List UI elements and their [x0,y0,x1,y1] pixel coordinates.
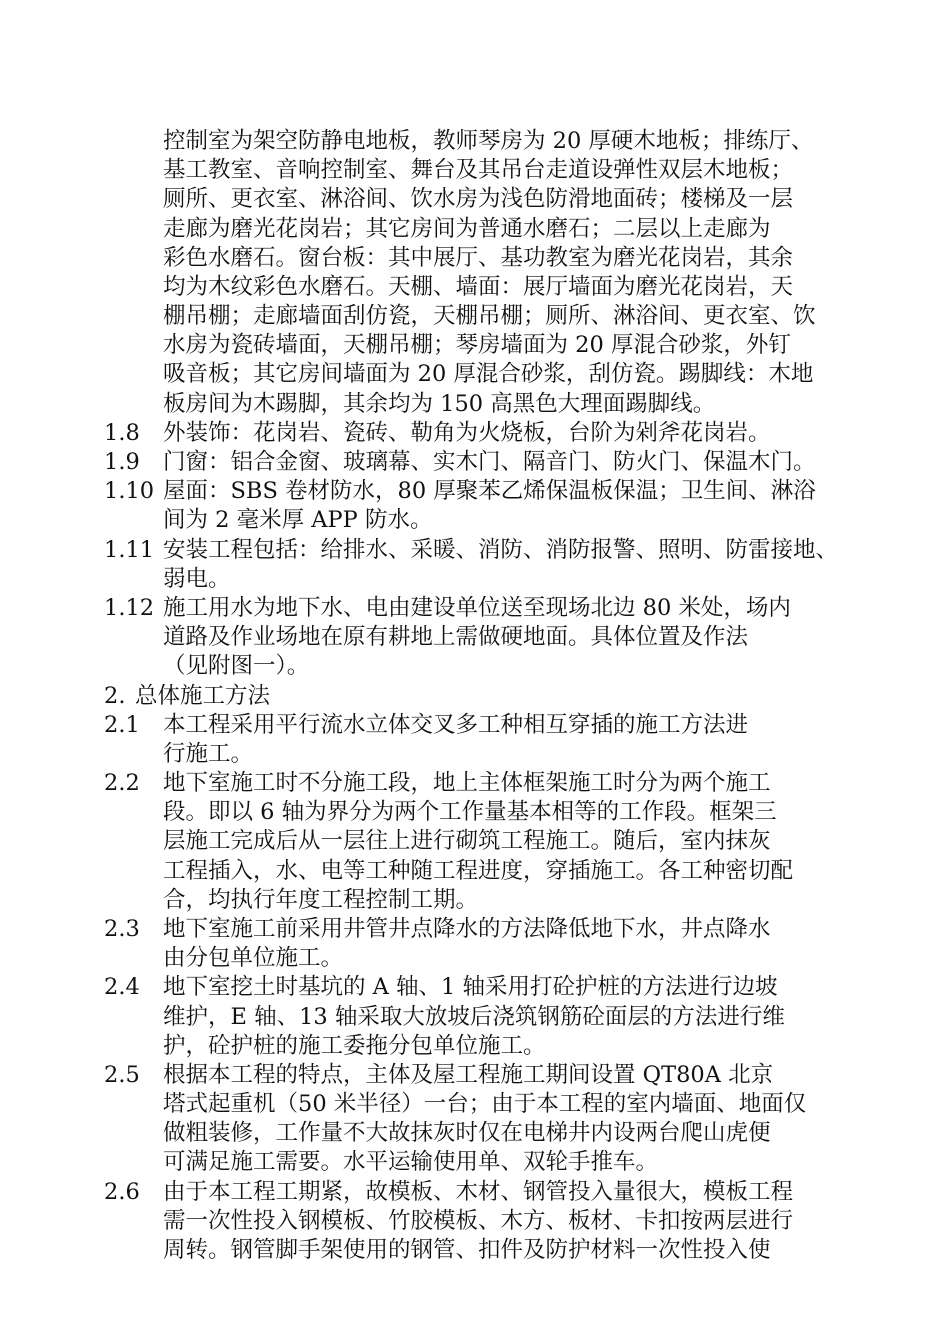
item-text: 需一次性投入钢模板、竹胶模板、木方、板材、卡扣按两层进行 [163,1207,794,1234]
item-text: 本工程采用平行流水立体交叉多工种相互穿插的施工方法进 [163,711,749,738]
item-text: 厕所、更衣室、淋浴间、饮水房为浅色防滑地面砖；楼梯及一层 [163,186,794,213]
item-text: 段。即以 6 轴为界分为两个工作量基本相等的工作段。框架三 [163,799,777,826]
item-text: 门窗：铝合金窗、玻璃幕、实木门、隔音门、防火门、保温木门。 [163,449,816,476]
item-text: 地下室施工前采用井管井点降水的方法降低地下水，井点降水 [163,915,771,942]
item-text: 屋面：SBS 卷材防水，80 厚聚苯乙烯保温板保温；卫生间、淋浴 [163,478,816,505]
item-text: 合，均执行年度工程控制工期。 [163,886,479,913]
item-text: 控制室为架空防静电地板，教师琴房为 20 厚硬木地板；排练厅、 [163,128,814,154]
item-text: 层施工完成后从一层往上进行砌筑工程施工。随后，室内抹灰 [163,828,771,855]
item-text: 走廊为磨光花岗岩；其它房间为普通水磨石；二层以上走廊为 [163,215,771,242]
item-number: 2.1 [104,711,140,738]
section-title: 总体施工方法 [135,682,271,709]
item-text: 弱电。 [163,565,231,592]
item-text: 安装工程包括：给排水、采暖、消防、消防报警、照明、防雷接地、 [163,536,839,563]
item-text: 棚吊棚；走廊墙面刮仿瓷，天棚吊棚；厕所、淋浴间、更衣室、饮 [163,303,816,330]
item-number: 2.2 [104,770,140,797]
item-number: 2.3 [104,915,140,942]
item-text: 工程插入，水、电等工种随工程进度，穿插施工。各工种密切配 [163,857,794,884]
item-number: 2.6 [104,1178,140,1205]
item-text: 根据本工程的特点，主体及屋工程施工期间设置 QT80A 北京 [163,1061,774,1088]
item-number: 1.10 [104,478,155,505]
item-text: 外装饰：花岗岩、瓷砖、勒角为火烧板，台阶为剁斧花岗岩。 [163,419,771,446]
item-text: 施工用水为地下水、电由建设单位送至现场北边 80 米处，场内 [163,594,791,621]
item-number: 2.5 [104,1061,140,1088]
item-text: 道路及作业场地在原有耕地上需做硬地面。具体位置及作法 [163,624,749,651]
item-number: 1.9 [104,449,140,476]
item-number: 1.8 [104,419,140,446]
item-text: 可满足施工需要。水平运输使用单、双轮手推车。 [163,1149,659,1176]
item-text: 塔式起重机（50 米半径）一台；由于本工程的室内墙面、地面仅 [163,1091,807,1118]
item-text: 由于本工程工期紧，故模板、木材、钢管投入量很大，模板工程 [163,1178,794,1205]
item-text: 行施工。 [163,740,254,767]
item-text: 护，砼护桩的施工委拖分包单位施工。 [163,1032,546,1059]
item-text: 地下室挖土时基坑的 A 轴、1 轴采用打砼护桩的方法进行边坡 [163,974,778,1001]
section-number: 2. [104,682,126,709]
item-text: 维护，E 轴、13 轴采取大放坡后浇筑钢筋砼面层的方法进行维 [163,1003,785,1030]
item-text: 做粗装修，工作量不大故抹灰时仅在电梯井内设两台爬山虎便 [163,1120,771,1147]
item-text: 均为木纹彩色水磨石。天棚、墙面：展厅墙面为磨光花岗岩，天 [163,273,794,300]
item-text: 水房为瓷砖墙面，天棚吊棚；琴房墙面为 20 厚混合砂浆，外钉 [163,332,791,359]
item-number: 2.4 [104,974,140,1001]
item-text: （见附图一）。 [163,653,310,680]
item-text: 吸音板；其它房间墙面为 20 厚混合砂浆，刮仿瓷。踢脚线：木地 [163,361,814,388]
item-text: 彩色水磨石。窗台板：其中展厅、基功教室为磨光花岗岩，其余 [163,244,794,271]
item-number: 1.12 [104,594,155,621]
item-text: 板房间为木踢脚，其余均为 150 高黑色大理面踢脚线。 [163,390,716,417]
item-text: 间为 2 毫米厚 APP 防水。 [163,507,433,534]
item-text: 地下室施工时不分施工段，地上主体框架施工时分为两个施工 [163,770,771,797]
item-number: 1.11 [104,536,155,563]
item-text: 基工教室、音响控制室、舞台及其吊台走道设弹性双层木地板； [163,157,794,184]
item-text: 周转。钢管脚手架使用的钢管、扣件及防护材料一次性投入使 [163,1237,771,1263]
item-text: 由分包单位施工。 [163,945,344,972]
